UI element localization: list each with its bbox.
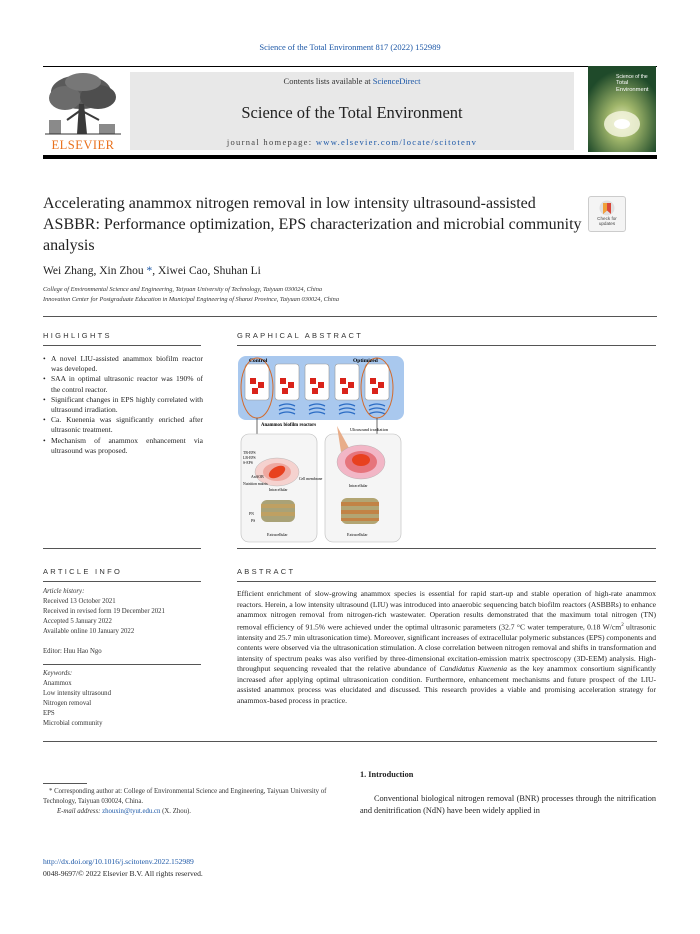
reactor-bottles xyxy=(245,364,389,400)
svg-text:Intracellular: Intracellular xyxy=(269,488,288,492)
affiliation-1: College of Environmental Science and Engineering, Taiyuan University of Technology, Taiyuan 030024, China xyxy=(43,286,323,293)
svg-text:Control: Control xyxy=(249,358,268,364)
email-suffix: (X. Zhou). xyxy=(160,808,192,815)
keyword-item: Anammox xyxy=(43,680,72,687)
doi-block xyxy=(43,856,203,879)
affiliation-2: Innovation Center for Postgraduate Education in Municipal Engineering of Shanxi Province, Taiyuan 030024, China xyxy=(43,296,339,303)
elsevier-logo[interactable] xyxy=(43,70,123,152)
keywords-rule xyxy=(43,664,201,665)
highlight-item: • SAA in optimal ultrasonic reactor was 190% of the control reactor. xyxy=(43,374,203,394)
svg-text:Intracellular: Intracellular xyxy=(349,484,368,488)
graphical-abstract-heading: GRAPHICAL ABSTRACT xyxy=(237,331,364,340)
svg-text:AnAOB: AnAOB xyxy=(251,475,264,479)
sciencedirect-link[interactable]: ScienceDirect xyxy=(372,76,421,86)
doi-link[interactable]: http://dx.doi.org/10.1016/j.scitotenv.2022.152989 xyxy=(43,857,194,866)
check-for-updates-button[interactable] xyxy=(588,196,626,232)
check-for-updates-label: Check for updates xyxy=(597,216,617,226)
abstract-text xyxy=(237,589,656,706)
journal-header-band xyxy=(130,72,574,150)
history-revised: Received in revised form 19 December 2021 xyxy=(43,608,165,615)
footnote-body: Corresponding author at: College of Environmental Science and Engineering, Taiyuan University of Technology, Taiyuan 030024, China. xyxy=(43,788,327,805)
keyword-item: Nitrogen removal xyxy=(43,700,92,707)
highlight-item: • Ca. Kuenenia was significantly enriched after ultrasonic treatment. xyxy=(43,415,203,435)
graphical-abstract-diagram xyxy=(237,352,407,544)
contents-prefix: Contents lists available at xyxy=(283,76,373,86)
svg-text:S-EPS: S-EPS xyxy=(243,461,253,465)
highlights-rule xyxy=(43,345,201,346)
introduction-paragraph: Conventional biological nitrogen removal (BNR) processes through the nitrification and denitrification (NdN) have been widely applied in xyxy=(360,794,656,815)
editor-line: Editor: Huu Hao Ngo xyxy=(43,648,102,655)
footnote-rule xyxy=(43,783,87,784)
abstract-species-name: Candidatus Kuenenia xyxy=(439,664,508,674)
keywords-label: Keywords: xyxy=(43,670,73,677)
contents-lists-line xyxy=(130,76,574,86)
history-received: Received 13 October 2021 xyxy=(43,598,116,605)
header-thick-rule xyxy=(43,155,657,159)
keyword-item: EPS xyxy=(43,710,55,717)
authors-rest: , Xiwei Cao, Shuhan Li xyxy=(152,265,261,277)
authors-first: Wei Zhang, Xin Zhou xyxy=(43,265,144,277)
author-list xyxy=(43,265,261,277)
highlights-bottom-rule xyxy=(43,548,201,549)
elsevier-wordmark: ELSEVIER xyxy=(51,138,115,152)
footnote-marker: * xyxy=(49,788,53,795)
highlights-heading: HIGHLIGHTS xyxy=(43,331,112,340)
svg-text:Ultrasound irradiation: Ultrasound irradiation xyxy=(350,427,389,432)
header-top-rule xyxy=(43,66,657,67)
copyright-line: 0048-9697/© 2022 Elsevier B.V. All rights reserved. xyxy=(43,868,203,878)
highlight-item: • Mechanism of anammox enhancement via ultrasound was proposed. xyxy=(43,436,203,456)
corresponding-author-marker[interactable]: * xyxy=(146,265,153,277)
highlights-list xyxy=(43,354,203,456)
bookmark-ribbon-icon xyxy=(599,200,615,216)
footnote-email-line xyxy=(43,807,343,817)
highlight-item: • A novel LIU-assisted anammox biofilm reactor was developed. xyxy=(43,354,203,374)
journal-homepage-link[interactable]: www.elsevier.com/locate/scitotenv xyxy=(315,137,478,147)
homepage-prefix: journal homepage: xyxy=(226,137,316,147)
abstract-rule xyxy=(237,581,656,582)
cover-title-line2: Total Environment xyxy=(616,80,649,93)
corresponding-footnote xyxy=(43,787,343,817)
article-title: Accelerating anammox nitrogen removal in low intensity ultrasound-assisted ASBBR: Performance optimization, EPS characterization and microbial community analysis xyxy=(43,195,582,254)
email-label: E-mail address: xyxy=(57,808,103,815)
journal-citation-link[interactable]: Science of the Total Environment 817 (2022) 152989 xyxy=(259,42,441,52)
article-history xyxy=(43,587,203,637)
abstract-heading: ABSTRACT xyxy=(237,567,296,576)
svg-text:Cell membrane: Cell membrane xyxy=(299,477,323,481)
article-info-rule xyxy=(43,581,201,582)
journal-cover-thumbnail[interactable] xyxy=(588,66,656,152)
svg-text:LB-EPS: LB-EPS xyxy=(243,456,256,460)
abstract-part-2: ultrasonic intensity and 25.7 min ultrasonication time). Moreover, significant increases of extracellular polymeric substances (EPS) components and contents were observed via the ultrasonication stimulation. A close correlation between nitrogen removal and shifts in transformation and intensity of spectrum peaks was also verified by three-dimensional excitation-emission matrix spectroscopy (3D-EEM) analysis. High-throughput sequencing revealed that the relative abundance of xyxy=(237,622,656,674)
highlight-item: • Significant changes in EPS highly correlated with ultrasound irradiation. xyxy=(43,395,203,415)
svg-text:Nutrition matrix: Nutrition matrix xyxy=(243,482,268,486)
svg-text:Extracellular: Extracellular xyxy=(267,532,288,537)
svg-text:Anammox biofilm reactors: Anammox biofilm reactors xyxy=(261,423,317,428)
keywords-block xyxy=(43,669,203,729)
affiliation-divider xyxy=(43,316,657,317)
abstract-part-3: as the key anammox consortium significantly increased after applying optimal ultrasonication condition. Furthermore, enhancement mechanisms and future prospect of the LIU-assisted anammox process was elucidated and discussed. This research provides a viable and promising acceleration strategy for anammox-based process in practice. xyxy=(237,664,656,705)
history-accepted: Accepted 5 January 2022 xyxy=(43,618,112,625)
footnote-text xyxy=(43,787,343,807)
svg-text:PS: PS xyxy=(251,519,256,523)
history-online: Available online 10 January 2022 xyxy=(43,628,135,635)
svg-text:Extracellular: Extracellular xyxy=(347,532,368,537)
keyword-item: Microbial community xyxy=(43,720,103,727)
keyword-item: Low intensity ultrasound xyxy=(43,690,111,697)
svg-text:PN: PN xyxy=(249,512,254,516)
graphical-abstract-rule xyxy=(237,345,656,346)
journal-homepage-line xyxy=(130,137,574,147)
svg-text:TB-EPS: TB-EPS xyxy=(243,451,256,455)
article-info-heading: ARTICLE INFO xyxy=(43,567,123,576)
abstract-superscript: 2 xyxy=(621,622,624,628)
graphical-abstract-bottom-rule xyxy=(237,548,656,549)
article-history-label: Article history: xyxy=(43,588,85,595)
journal-title: Science of the Total Environment xyxy=(241,103,463,122)
abstract-part-1: Efficient enrichment of slow-growing anammox species is essential for rapid start-up and stable operation of high-rate anammox reactors. Herein, a low intensity ultrasound (LIU) was introduced into anaerobic sequencing batch biofilm reactors (ASBBRs) to enhance anammox nitrogen removal from nitrogen-rich wastewater. Operation results demonstrated that the maximum total nitrogen (TN) removal efficiency of 91.5% were achieved under the optimal ultrasonic parameters (32.7 °C water temperature, 0.18 W/cm xyxy=(237,589,656,632)
svg-text:Optimized: Optimized xyxy=(353,358,378,364)
author-email-link[interactable]: zhouxin@tyut.edu.cn xyxy=(102,808,161,815)
cover-title-line1: Science of the xyxy=(616,74,648,80)
abstract-bottom-rule xyxy=(43,741,657,742)
introduction-heading: 1. Introduction xyxy=(360,770,414,779)
graphical-abstract-figure[interactable] xyxy=(237,352,407,544)
